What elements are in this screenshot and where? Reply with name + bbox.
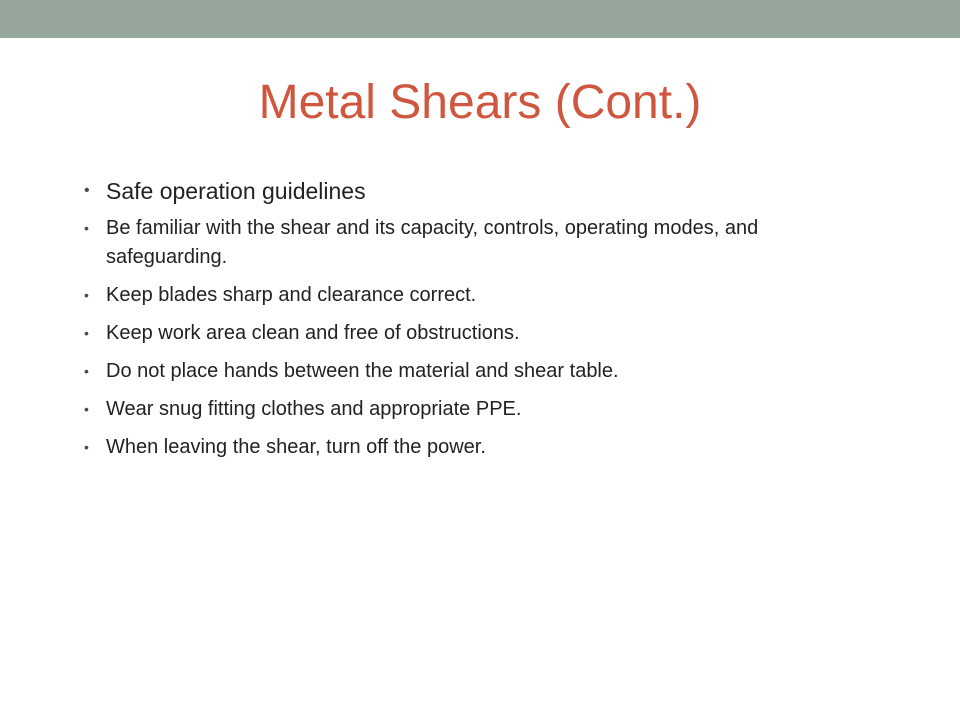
- list-item: [72, 214, 862, 272]
- list-item-text: Keep work area clean and free of obstructions.: [106, 322, 520, 344]
- list-item-text: Keep blades sharp and clearance correct.: [106, 284, 477, 306]
- list-item: [72, 395, 862, 424]
- list-item: [72, 357, 862, 386]
- bullet-dot-icon: •: [84, 287, 89, 303]
- bullet-heading: [72, 174, 862, 208]
- bullet-heading-text: Safe operation guidelines: [106, 178, 366, 204]
- bullet-dot-icon: •: [84, 325, 89, 341]
- slide-title: Metal Shears (Cont.): [258, 76, 702, 129]
- bullet-dot-icon: •: [84, 182, 90, 199]
- list-item: [72, 281, 862, 310]
- list-item-text: Wear snug fitting clothes and appropriate PPE.: [106, 398, 522, 420]
- bullet-dot-icon: •: [84, 439, 89, 455]
- list-item-text: When leaving the shear, turn off the power.: [106, 436, 486, 458]
- slide-body: [72, 174, 862, 471]
- bullet-dot-icon: •: [84, 220, 89, 236]
- bullet-dot-icon: •: [84, 401, 89, 417]
- list-item: [72, 433, 862, 462]
- list-item: [72, 319, 862, 348]
- list-item-text: Do not place hands between the material and shear table.: [106, 360, 619, 382]
- top-accent-band: [0, 0, 960, 38]
- bullet-dot-icon: •: [84, 363, 89, 379]
- list-item-text: Be familiar with the shear and its capacity, controls, operating modes, and safeguarding.: [106, 217, 759, 268]
